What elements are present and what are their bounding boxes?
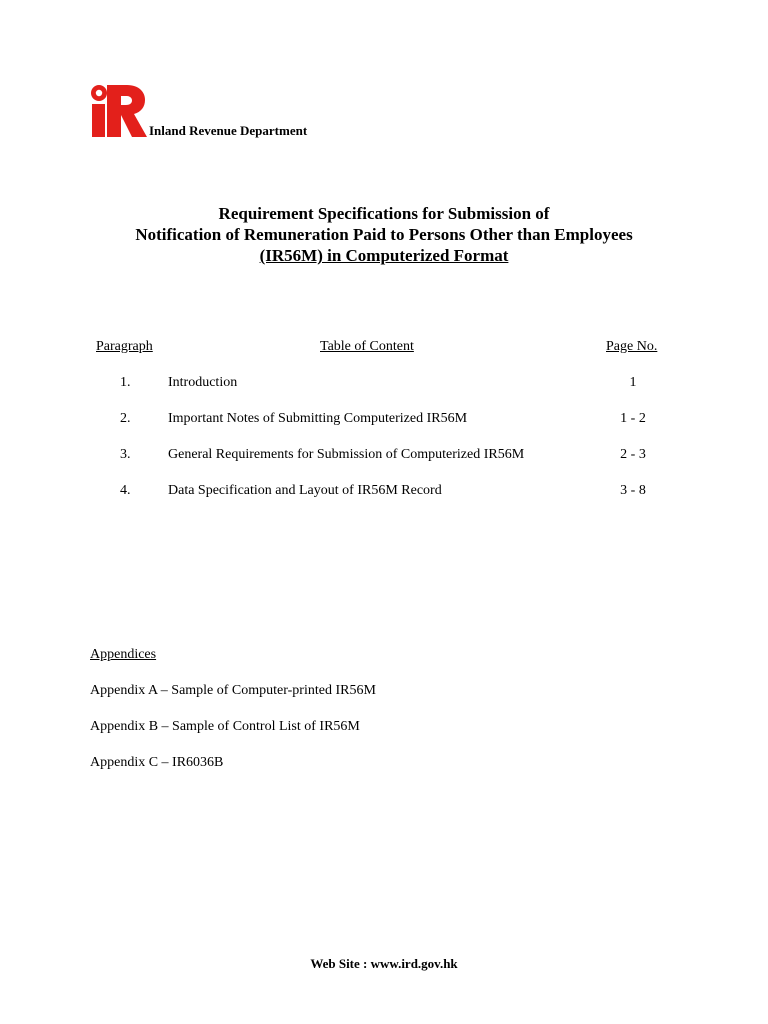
toc-row-number: 3. [120,447,131,462]
toc-row [0,411,768,431]
toc-row-number: 1. [120,375,131,390]
toc-row-number: 4. [120,483,131,498]
toc-row-title: Important Notes of Submitting Computerized IR56M [168,411,468,426]
title-line-1: Requirement Specifications for Submission of [218,204,550,223]
toc-header-paragraph: Paragraph [96,339,153,354]
title-line-3-text: (IR56M) in Computerized Format [259,246,509,265]
toc-row-title: General Requirements for Submission of Computerized IR56M [168,447,525,462]
department-name: Inland Revenue Department [149,123,308,138]
appendix-item: Appendix C – IR6036B [90,755,224,770]
toc-row [0,375,768,395]
toc-row-title: Data Specification and Layout of IR56M Record [168,483,442,498]
toc-header-content: Table of Content [320,339,414,354]
toc-row-page: 1 - 2 [620,411,646,426]
toc-row-number: 2. [120,411,131,426]
ird-logo [90,84,148,138]
appendix-item: Appendix B – Sample of Control List of IR56M [90,719,360,734]
toc-row [0,483,768,503]
toc-row-page: 3 - 8 [620,483,646,498]
appendix-item: Appendix A – Sample of Computer-printed IR56M [90,683,376,698]
document-title [0,203,768,266]
toc-row-page: 1 [629,375,637,390]
title-line-2: Notification of Remuneration Paid to Persons Other than Employees [135,225,633,244]
toc-row-page: 2 - 3 [620,447,646,462]
toc-header-page: Page No. [606,339,658,354]
toc-row [0,447,768,467]
toc-row-title: Introduction [168,375,238,390]
appendices-heading: Appendices [90,647,157,662]
website-footer: Web Site : www.ird.gov.hk [310,956,458,971]
title-line-3 [0,245,768,266]
